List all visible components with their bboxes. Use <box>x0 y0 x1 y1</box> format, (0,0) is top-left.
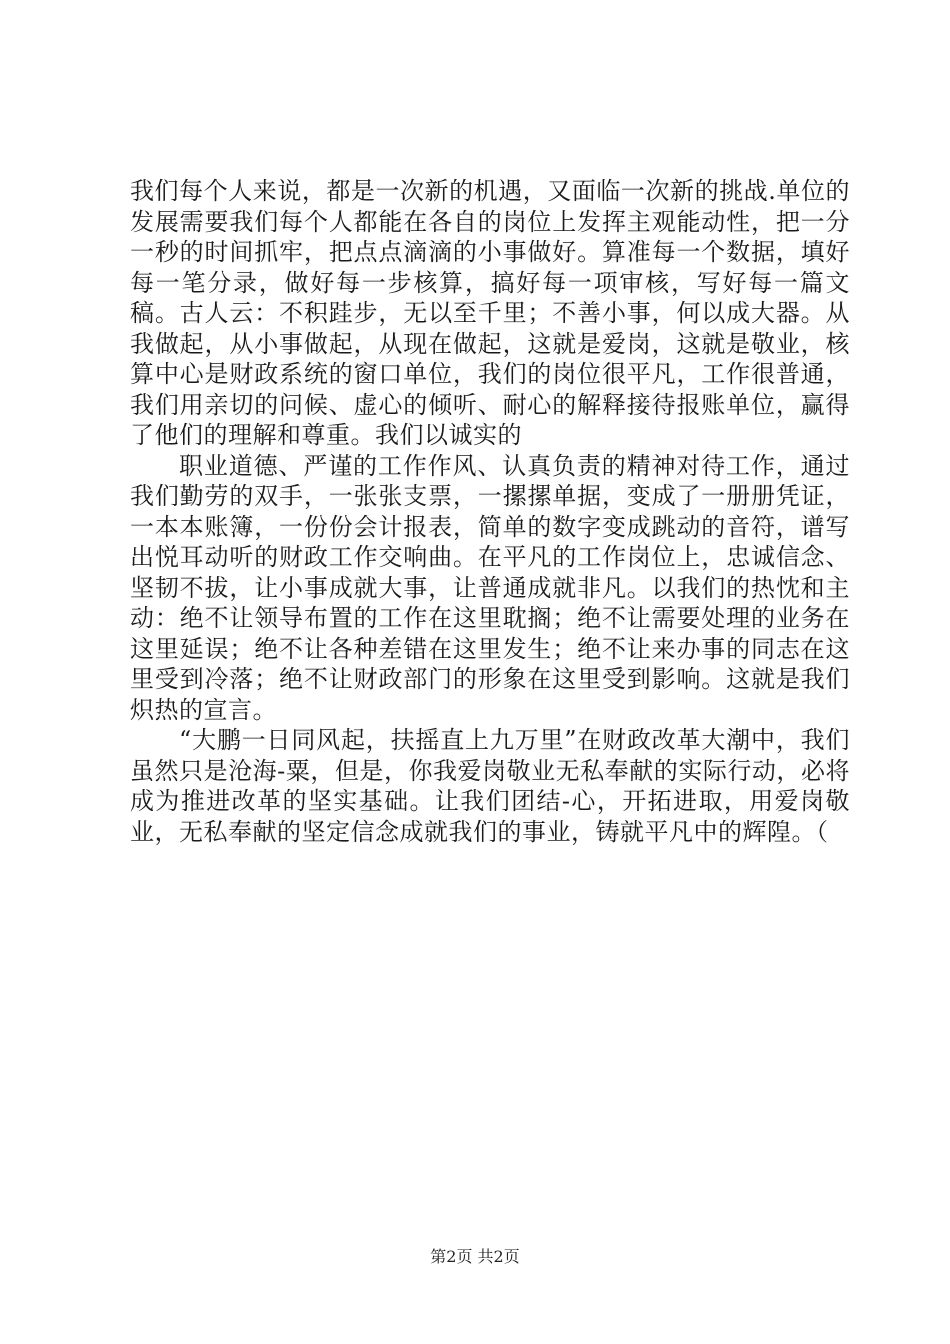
paragraph-closing: “大鹏一日同风起，扶摇直上九万里”在财政改革大潮中，我们虽然只是沧海-粟，但是，你我爱岗敬业无私奉献的实际行动，必将成为推进改革的坚实基础。让我们团结-心，开拓进取，用爱岗敬业，无私奉献的坚定信念成就我们的事业，铸就平凡中的辉隍。（ <box>130 726 850 846</box>
page-number-footer: 第2页 共2页 <box>430 1247 520 1266</box>
paragraph-professional-ethics: 职业道德、严谨的工作作风、认真负责的精神对待工作，通过我们勤劳的双手，一张张支票，一摞摞单据，变成了一册册凭证，一本本账簿，一份份会计报表，简单的数字变成跳动的音符，谱写出悦耳动听的财政工作交响曲。在平凡的工作岗位上，忠诚信念、坚韧不拔，让小事成就大事，让普通成就非凡。以我们的热忱和主动：绝不让领导布置的工作在这里耽搁；绝不让需要处理的业务在这里延误；绝不让各种差错在这里发生；绝不让来办事的同志在这里受到冷落；绝不让财政部门的形象在这里受到影响。这就是我们炽热的宣言。 <box>130 451 850 724</box>
paragraph-continuation: 我们每个人来说，都是一次新的机遇，又面临一次新的挑战.单位的发展需要我们每个人都能在各自的岗位上发挥主观能动性，把一分一秒的时间抓牢，把点点滴滴的小事做好。算准每一个数据，填好每一笔分录，做好每一步核算，搞好每一项审核，写好每一篇文稿。古人云：不积跬步，无以至千里；不善小事，何以成大器。从我做起，从小事做起，从现在做起，这就是爱岗，这就是敬业，核算中心是财政系统的窗口单位，我们的岗位很平凡，工作很普通，我们用亲切的问候、虚心的倾听、耐心的解释接待报账单位，赢得了他们的理解和尊重。我们以诚实的 <box>130 177 850 449</box>
document-body <box>130 176 850 847</box>
